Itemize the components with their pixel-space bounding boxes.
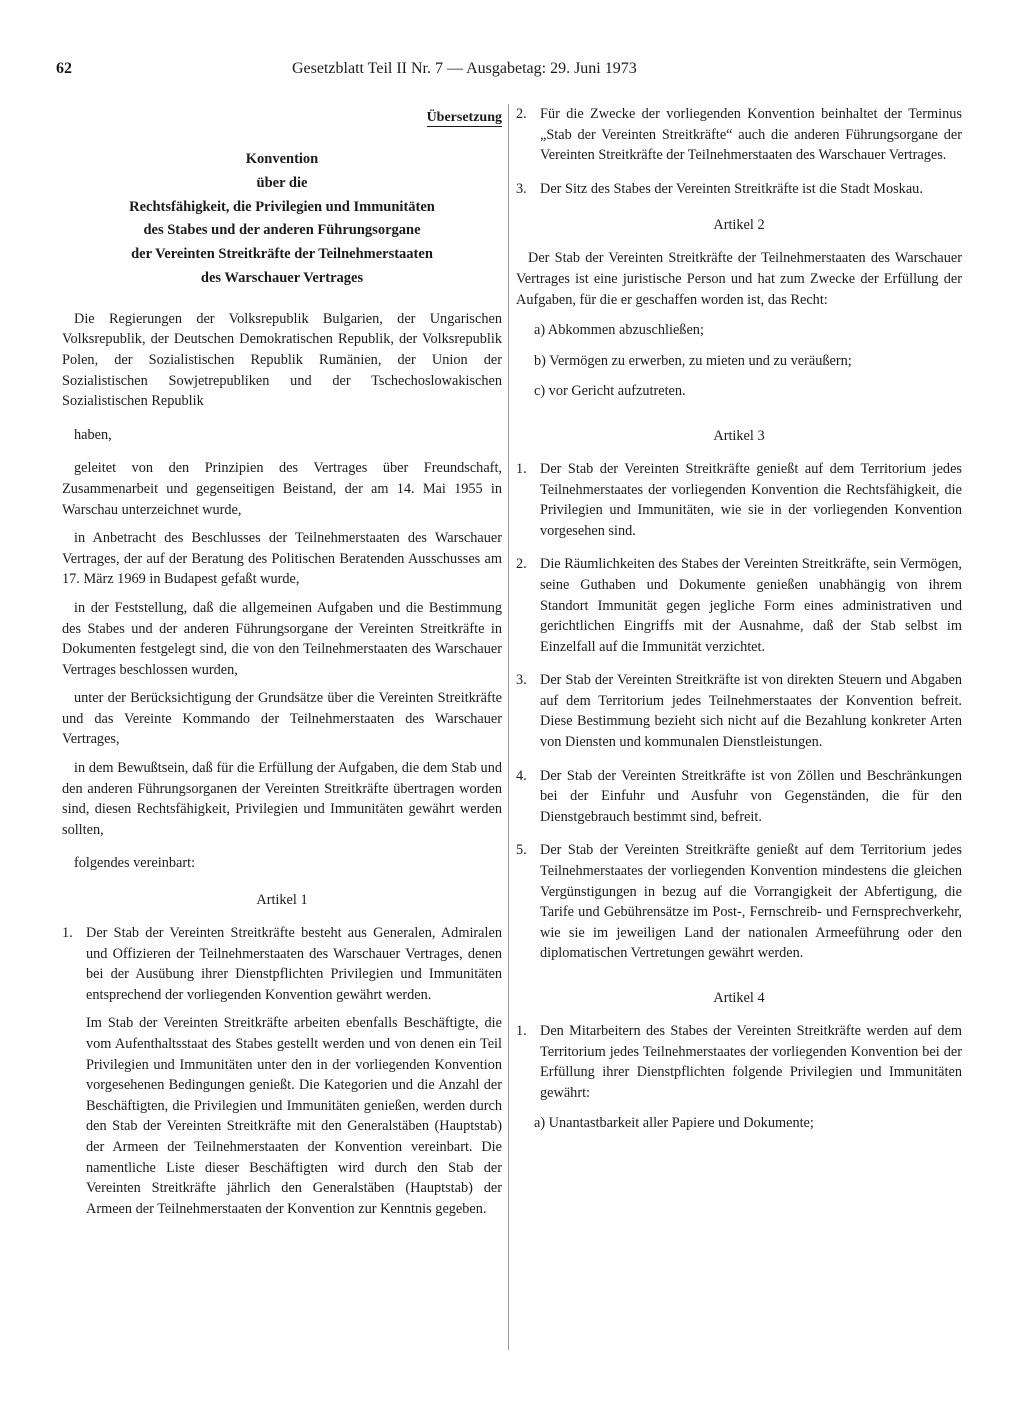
article-2-item-a: a) Abkommen abzuschließen; [534, 322, 704, 339]
article-3-paragraph-5 [516, 840, 962, 964]
paragraph-text: Der Stab der Vereinten Streitkräfte genießt auf dem Territorium jedes Teilnehmerstaates der vorliegenden Konvention mindestens die gleichen Vergünstigungen in bezug auf die Vorrangigkeit der Abfertigung, die Tarife und Gebührensätze im Post-, Fernschreib- und Fernsprechverkehr, wie sie im jeweiligen Land der nationalen Armeeführung oder den diplomatischen Vertretungen gewährt werden. [540, 842, 962, 962]
title-line: der Vereinten Streitkräfte der Teilnehmerstaaten [131, 246, 433, 263]
preamble-agreed: folgendes vereinbart: [74, 855, 196, 872]
paragraph-number: 2. [516, 106, 527, 122]
title-line: des Stabes und der anderen Führungsorgane [143, 222, 421, 239]
article-3-heading: Artikel 3 [713, 427, 765, 444]
paragraph-text: Den Mitarbeitern des Stabes der Vereinten Streitkräfte werden auf dem Territorium jedes Teilnehmerstaates der vorliegenden Konvention bei der Erfüllung ihrer Dienstpflichten folgende Privilegien und Immunitäten gewährt: [540, 1023, 962, 1101]
document-title [62, 148, 502, 291]
article-3-paragraph-2 [516, 554, 962, 657]
article-1-paragraph-2 [516, 104, 962, 166]
paragraph-text: Für die Zwecke der vorliegenden Konvention beinhaltet der Terminus „Stab der Vereinten Streitkräfte“ auch die anderen Führungsorgane der Vereinten Streitkräfte der Teilnehmerstaaten des Warschauer Vertrages. [540, 106, 962, 164]
paragraph-number: 1. [516, 1023, 527, 1039]
paragraph-text: Der Sitz des Stabes der Vereinten Streitkräfte ist die Stadt Moskau. [540, 180, 923, 197]
right-column [516, 104, 962, 1134]
page-header [0, 60, 1024, 84]
column-divider [508, 104, 509, 1350]
paragraph-number: 5. [516, 842, 527, 859]
left-column [62, 110, 502, 1219]
paragraph-text: Der Stab der Vereinten Streitkräfte ist von direkten Steuern und Abgaben auf dem Territorium jedes Teilnehmerstaates der Konvention befreit. Diese Bestimmung bezieht sich nicht auf die Bezahlung konkreter Arten von Diensten und kommunalen Dienstleistungen. [540, 672, 962, 751]
article-2-heading: Artikel 2 [713, 217, 765, 234]
paragraph-text: Der Stab der Vereinten Streitkräfte genießt auf dem Territorium jedes Teilnehmerstaates der vorliegenden Konvention die Rechtsfähigkeit, die Privilegien und Immunitäten, wie sie in der vorliegenden Konvention vorgesehen sind. [540, 460, 962, 539]
article-2-intro: Der Stab der Vereinten Streitkräfte der Teilnehmerstaaten des Warschauer Vertrages ist eine juristische Person und hat zum Zwecke der Erfüllung der Aufgaben, für die er geschaffen worden ist, das Recht: [516, 250, 962, 308]
page-number: 62 [56, 60, 72, 77]
article-1-paragraph-1 [62, 923, 502, 1005]
preamble-clause: in der Feststellung, daß die allgemeinen Aufgaben und die Bestimmung des Stabes und der anderen Führungsorgane der Vereinten Streitkräfte in Dokumenten festgelegt sind, die von den Teilnehmerstaaten des Warschauer Vertrages beschlossen wurden, [62, 599, 502, 678]
paragraph-text: Der Stab der Vereinten Streitkräfte besteht aus Generalen, Admiralen und Offizieren der Teilnehmerstaaten des Warschauer Vertrages, denen bei der Ausübung ihrer Dienstpflichten Privilegien und Immunitäten entsprechend der vorliegenden Konvention gewährt werden. [86, 925, 502, 1003]
article-4-item-a: a) Unantastbarkeit aller Papiere und Dokumente; [534, 1115, 814, 1132]
title-line: des Warschauer Vertrages [200, 269, 364, 286]
article-3-paragraph-4 [516, 766, 962, 828]
article-3-paragraph-3 [516, 670, 962, 752]
article-1-paragraph-1-continuation [62, 1013, 502, 1219]
paragraph-number: 3. [516, 672, 527, 689]
article-4-heading: Artikel 4 [713, 990, 765, 1006]
preamble-clause: in dem Bewußtsein, daß für die Erfüllung der Aufgaben, die dem Stab und den anderen Führungsorganen der Vereinten Streitkräfte übertragen worden sind, diesen Rechtsfähigkeit, Privilegien und Immunitäten gewährt werden sollten, [62, 760, 502, 838]
title-line: über die [256, 174, 308, 191]
paragraph-number: 4. [516, 767, 527, 784]
paragraph-number: 3. [516, 180, 527, 197]
preamble-clause: geleitet von den Prinzipien des Vertrages über Freundschaft, Zusammenarbeit und gegenseitigen Beistand, der am 14. Mai 1955 in Warschau unterzeichnet wurde, [62, 460, 502, 518]
article-4-paragraph-1 [516, 1021, 962, 1103]
preamble-haben: haben, [74, 426, 112, 443]
paragraph-text: Die Räumlichkeiten des Stabes der Vereinten Streitkräfte, sein Vermögen, seine Guthaben und Dokumente genießen unabhängig von ihrem Standort Immunität gegen jegliche Form eines administrativen und gerichtlichen Eingriffs mit der Ausnahme, daß der Stab selbst im Einzelfall auf die Immunität verzichtet. [540, 556, 962, 655]
paragraph-number: 1. [62, 925, 73, 942]
article-1-paragraph-3 [516, 179, 962, 200]
preamble-clause: in Anbetracht des Beschlusses der Teilnehmerstaaten des Warschauer Vertrages, der auf der Beratung des Politischen Beratenden Ausschusses am 17. März 1969 in Budapest gefaßt wurde, [62, 530, 502, 588]
paragraph-number: 1. [516, 460, 527, 477]
paragraph-text: Der Stab der Vereinten Streitkräfte ist von Zöllen und Beschränkungen bei der Einfuhr und Ausfuhr von Gegenständen, die für den Dienstgebrauch bestimmt sind, befreit. [540, 767, 962, 825]
preamble-clause: unter der Berücksichtigung der Grundsätze über die Vereinten Streitkräfte und das Vereinte Kommando der Teilnehmerstaaten des Warschauer Vertrages, [62, 690, 502, 748]
article-3-paragraph-1 [516, 459, 962, 541]
translation-label: Übersetzung [426, 110, 502, 125]
paragraph-number: 2. [516, 556, 527, 573]
preamble-intro: Die Regierungen der Volksrepublik Bulgarien, der Ungarischen Volksrepublik, der Deutschen Demokratischen Republik, der Volksrepublik Polen, der Sozialistischen Republik Rumänien, der Union der Sozialistischen Sowjetrepubliken und der Tschechoslowakischen Sozialistischen Republik [62, 310, 502, 410]
article-2-item-c: c) vor Gericht aufzutreten. [534, 383, 686, 400]
article-1-heading: Artikel 1 [256, 892, 308, 909]
article-2-item-b: b) Vermögen zu erwerben, zu mieten und zu veräußern; [534, 352, 852, 369]
running-head: Gesetzblatt Teil II Nr. 7 — Ausgabetag: 29. Juni 1973 [292, 60, 637, 77]
title-line: Konvention [245, 151, 319, 167]
paragraph-text: Im Stab der Vereinten Streitkräfte arbeiten ebenfalls Beschäftigte, die vom Aufenthaltsstaat des Stabes gestellt werden und von denen ein Teil Privilegien und Immunitäten unter den in der vorliegenden Konvention vorgesehenen Bedingungen genießt. Die Kategorien und die Anzahl der Beschäftigten, die Privilegien und Immunitäten genießen, werden durch den Stab der Vereinten Streitkräfte mit den Generalstäben (Hauptstab) der Armeen der Teilnehmerstaaten der Konvention vereinbart. Die namentliche Liste dieser Beschäftigten wird durch den Stab der Vereinten Streitkräfte jährlich den Generalstäben (Hauptstab) der Armeen der Teilnehmerstaaten der Konvention zur Kenntnis gegeben. [86, 1015, 502, 1217]
title-line: Rechtsfähigkeit, die Privilegien und Immunitäten [129, 198, 435, 215]
